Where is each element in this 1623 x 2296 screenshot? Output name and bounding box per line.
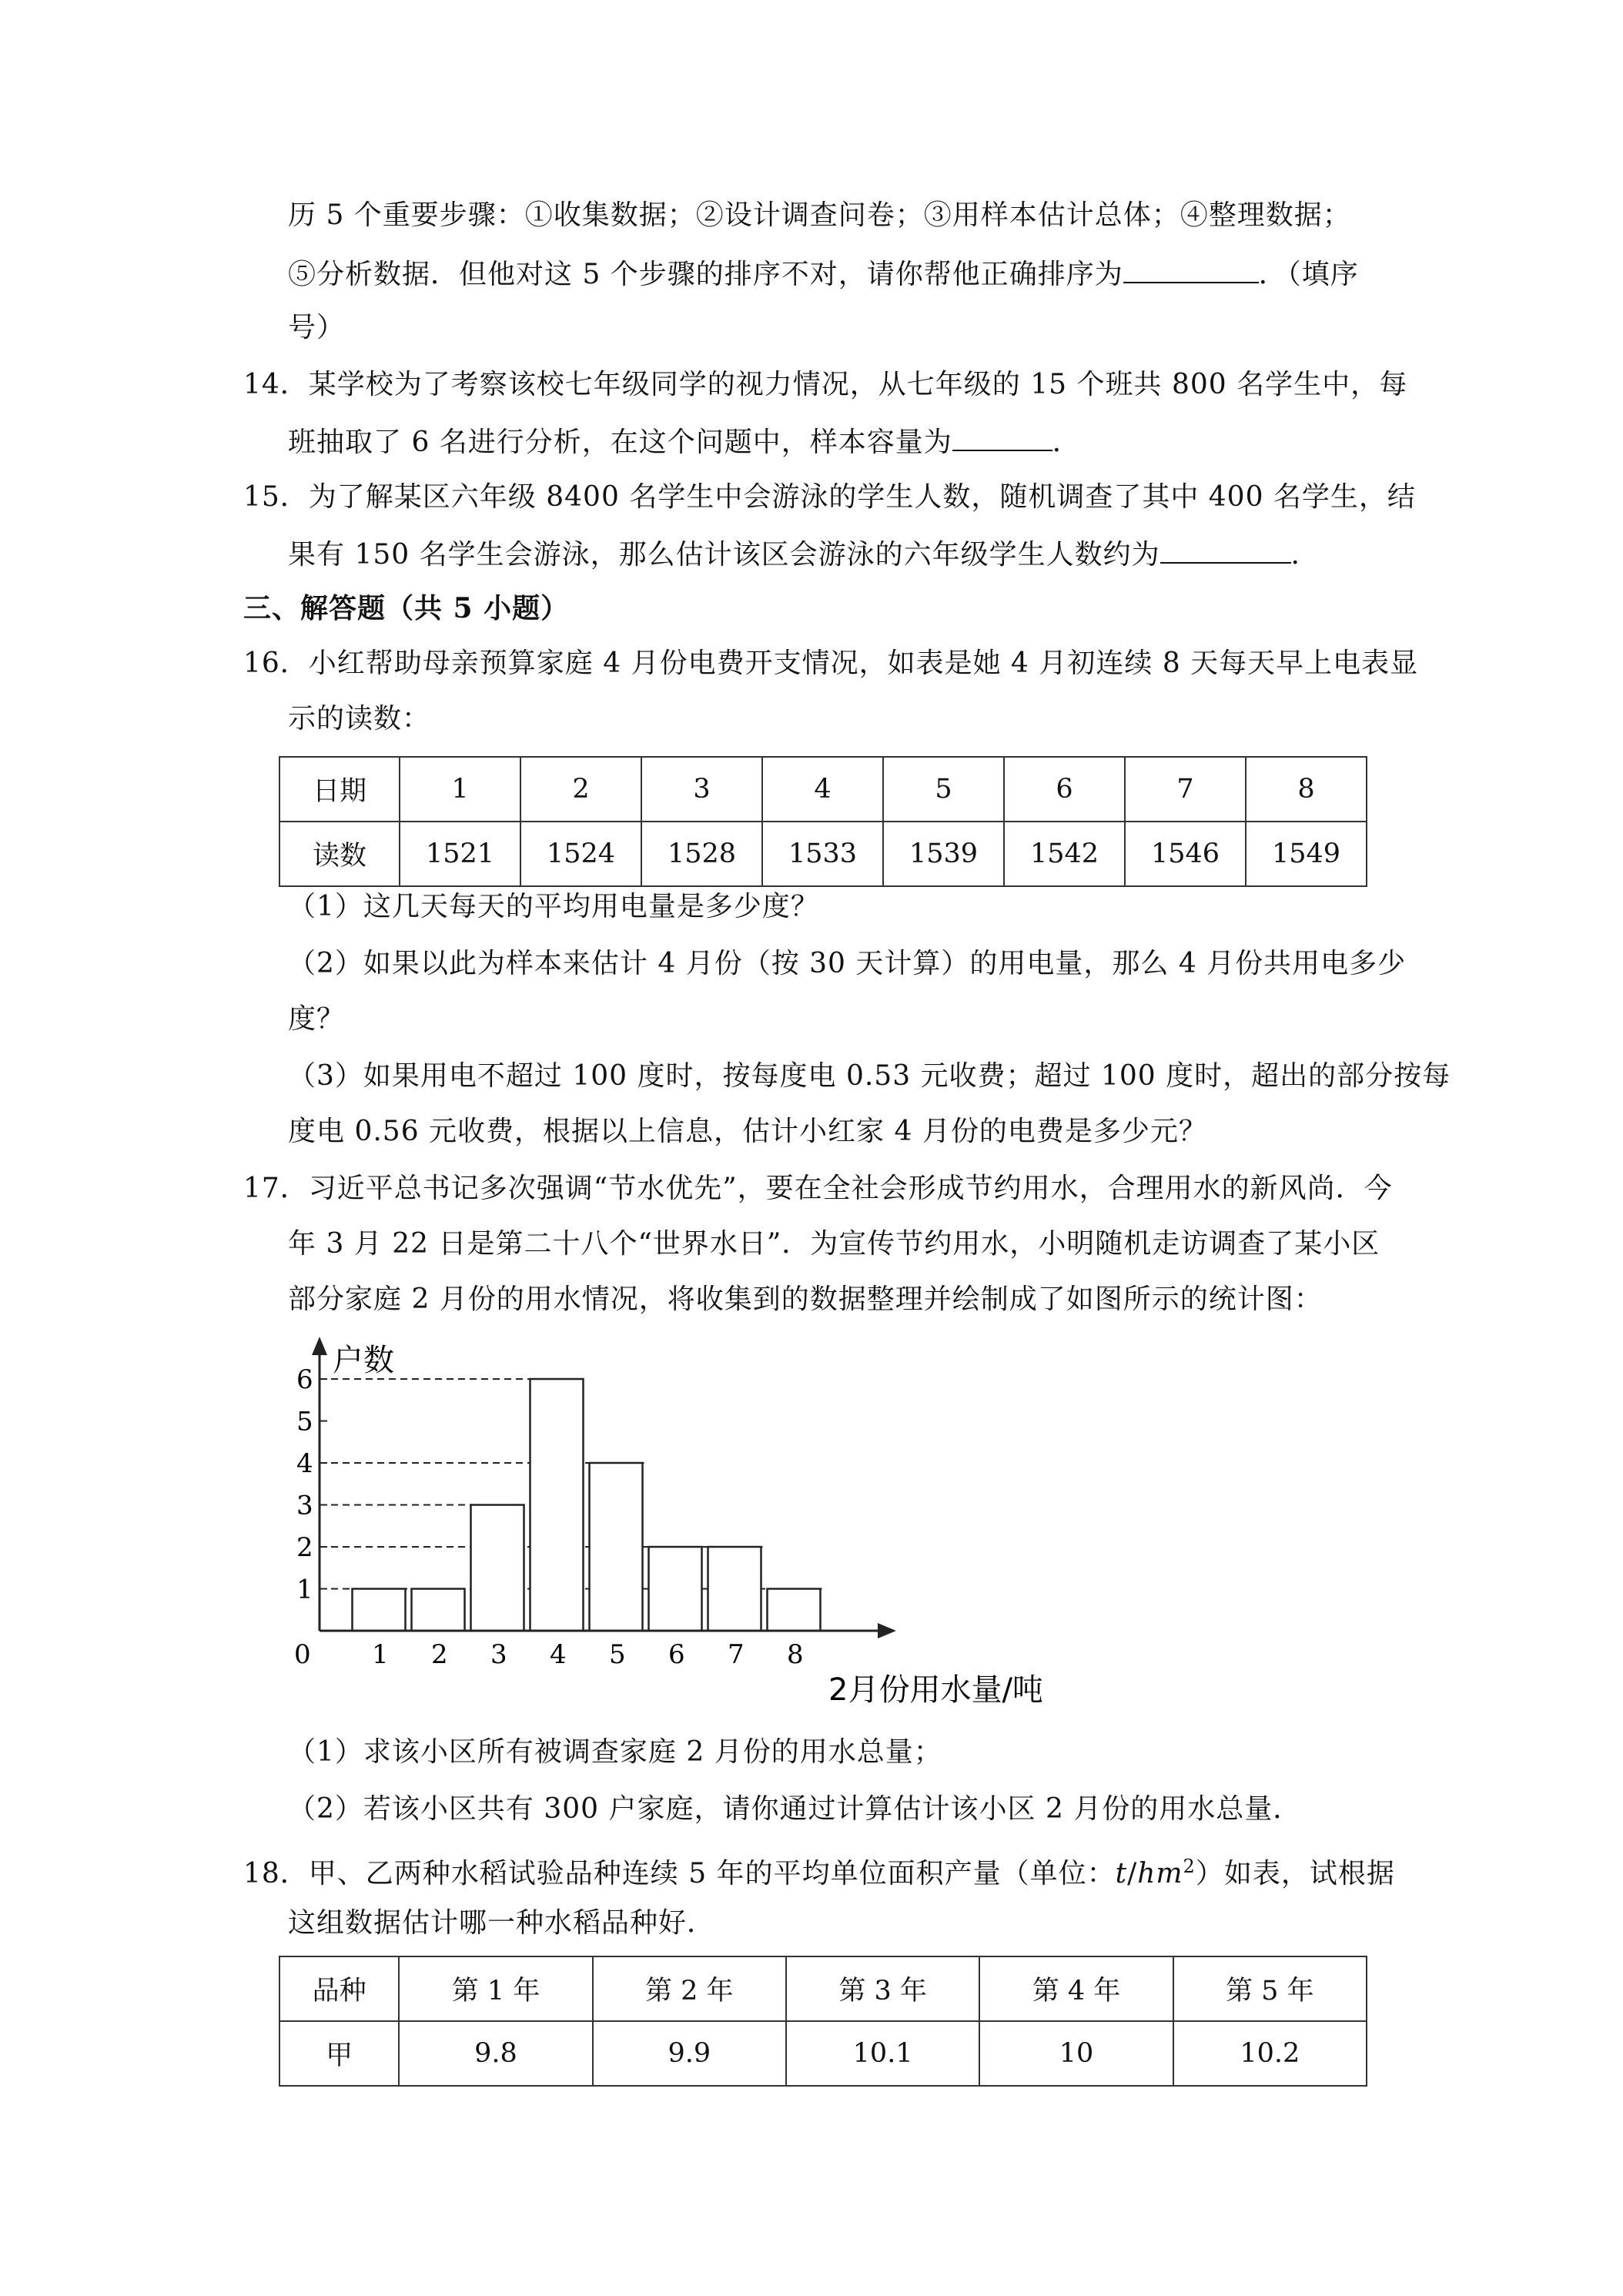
q14-line2 <box>288 422 1081 461</box>
q15-line2-end: ． <box>1290 539 1320 571</box>
x-tick-label: 5 <box>609 1639 626 1670</box>
bar-2 <box>412 1589 465 1632</box>
rice-yield-table <box>279 1956 1367 2087</box>
row-header: 读数 <box>279 822 400 886</box>
table-cell: 1546 <box>1125 822 1246 886</box>
table-cell: 1521 <box>400 822 520 886</box>
x-axis-label: 2月份用水量/吨 <box>828 1672 1043 1708</box>
table-cell: 1528 <box>641 822 762 886</box>
q13-line2 <box>288 254 1359 293</box>
q14-line2-end: ． <box>1052 427 1081 458</box>
q15-line2 <box>288 534 1320 574</box>
q13-line1: 历 5 个重要步骤：①收集数据；②设计调查问卷；③用样本估计总体；④整理数据； <box>288 199 1351 231</box>
table-cell: 1542 <box>1004 822 1125 886</box>
table-header-cell: 第 3 年 <box>786 1956 979 2021</box>
bar-4 <box>530 1379 584 1631</box>
section-heading: 三、解答题（共 5 小题） <box>243 592 570 624</box>
y-tick-label: 3 <box>296 1490 313 1521</box>
table-cell: 1539 <box>883 822 1004 886</box>
bar-1 <box>353 1589 406 1632</box>
q17-line1: 17．习近平总书记多次强调“节水优先”，要在全社会形成节约用水，合理用水的新风尚．今 <box>243 1173 1393 1204</box>
x-axis-arrow <box>878 1623 896 1638</box>
table-row <box>279 2021 1367 2086</box>
q16-part2a: （2）如果以此为样本来估计 4 月份（按 30 天计算）的用电量，那么 4 月份共用电多少 <box>288 948 1407 979</box>
table-row <box>279 822 1367 886</box>
q16-part3a: （3）如果用电不超过 100 度时，按每度电 0.53 元收费；超过 100 度时，超出的部分按每 <box>288 1060 1451 1092</box>
x-tick-label: 0 <box>294 1639 311 1670</box>
table-cell: 7 <box>1125 757 1246 822</box>
bar-8 <box>768 1589 821 1632</box>
q16-line1: 16．小红帮助母亲预算家庭 4 月份电费开支情况，如表是她 4 月初连续 8 天每天早上电表显 <box>243 648 1419 679</box>
answer-blank[interactable] <box>1160 534 1291 564</box>
q13-line2-end: ．（填序 <box>1258 259 1359 290</box>
bar-7 <box>708 1547 761 1631</box>
q17-part1: （1）求该小区所有被调查家庭 2 月份的用水总量； <box>288 1736 942 1768</box>
table-header-cell: 品种 <box>279 1956 399 2021</box>
x-tick-label: 3 <box>490 1639 507 1670</box>
table-cell: 10 <box>979 2021 1173 2086</box>
q17-part2: （2）若该小区共有 300 户家庭，请你通过计算估计该小区 2 月份的用水总量． <box>288 1793 1302 1825</box>
q18-line1-text: 18．甲、乙两种水稻试验品种连续 5 年的平均单位面积产量（单位： <box>243 1858 1116 1889</box>
table-cell: 1549 <box>1246 822 1367 886</box>
table-header-cell: 第 4 年 <box>979 1956 1173 2021</box>
electricity-table <box>279 756 1367 887</box>
q13-line2-text: ⑤分析数据．但他对这 5 个步骤的排序不对，请你帮他正确排序为 <box>288 259 1123 290</box>
y-tick-label: 4 <box>296 1448 313 1479</box>
table-header-cell: 第 2 年 <box>593 1956 786 2021</box>
table-cell: 10.2 <box>1173 2021 1367 2086</box>
table-row <box>279 757 1367 822</box>
q14-line2-text: 班抽取了 6 名进行分析，在这个问题中，样本容量为 <box>288 427 952 458</box>
q16-part1: （1）这几天每天的平均用电量是多少度？ <box>288 891 819 922</box>
y-tick-label: 6 <box>296 1364 313 1395</box>
x-tick-label: 2 <box>431 1639 448 1670</box>
x-tick-label: 8 <box>787 1639 804 1670</box>
table-header-cell: 第 1 年 <box>399 1956 592 2021</box>
table-cell: 3 <box>641 757 762 822</box>
table-cell: 2 <box>520 757 641 822</box>
table-row <box>279 1956 1367 2021</box>
q18-line1-end: ）如表，试根据 <box>1195 1858 1395 1889</box>
table-cell: 5 <box>883 757 1004 822</box>
chart-bars <box>353 1379 821 1631</box>
q17-line3: 部分家庭 2 月份的用水情况，将收集到的数据整理并绘制成了如图所示的统计图： <box>288 1284 1323 1315</box>
unit-slash: / <box>1127 1858 1138 1889</box>
unit-hm: hm <box>1137 1858 1183 1889</box>
bar-5 <box>590 1463 643 1631</box>
q16-line2: 示的读数： <box>288 703 431 735</box>
q13-line3: 号） <box>288 312 346 343</box>
y-axis-label: 户数 <box>333 1343 394 1378</box>
table-cell: 1533 <box>762 822 883 886</box>
x-tick-label: 7 <box>728 1639 745 1670</box>
q16-part3b: 度电 0.56 元收费，根据以上信息，估计小红家 4 月份的电费是多少元？ <box>288 1116 1207 1147</box>
q17-line2: 年 3 月 22 日是第二十八个“世界水日”．为宣传节约用水，小明随机走访调查了某小区 <box>288 1228 1380 1260</box>
q15-line2-text: 果有 150 名学生会游泳，那么估计该区会游泳的六年级学生人数约为 <box>288 539 1160 571</box>
unit-exponent: 2 <box>1183 1856 1196 1877</box>
y-tick-label: 2 <box>296 1532 313 1563</box>
table-cell: 1524 <box>520 822 641 886</box>
row-header: 日期 <box>279 757 400 822</box>
y-axis-arrow <box>312 1337 327 1355</box>
bar-3 <box>471 1505 524 1632</box>
q18-line1 <box>243 1848 1395 1893</box>
water-usage-chart <box>277 1332 1093 1725</box>
x-tick-label: 4 <box>550 1639 567 1670</box>
y-tick-label: 1 <box>296 1574 313 1605</box>
q14-line1: 14．某学校为了考察该校七年级同学的视力情况，从七年级的 15 个班共 800 名学生中，每 <box>243 369 1408 400</box>
table-header-cell: 第 5 年 <box>1173 1956 1367 2021</box>
bar-6 <box>649 1547 702 1631</box>
table-cell: 10.1 <box>786 2021 979 2086</box>
q18-line2: 这组数据估计哪一种水稻品种好． <box>288 1907 716 1939</box>
table-cell: 甲 <box>279 2021 399 2086</box>
table-cell: 4 <box>762 757 883 822</box>
table-cell: 1 <box>400 757 520 822</box>
table-cell: 9.8 <box>399 2021 592 2086</box>
x-tick-label: 1 <box>372 1639 389 1670</box>
unit-t: t <box>1115 1858 1128 1889</box>
table-cell: 6 <box>1004 757 1125 822</box>
q15-line1: 15．为了解某区六年级 8400 名学生中会游泳的学生人数，随机调查了其中 400 名学生，结 <box>243 481 1416 513</box>
answer-blank[interactable] <box>1123 254 1259 283</box>
q16-part2b: 度？ <box>288 1003 346 1035</box>
y-tick-label: 5 <box>296 1406 313 1438</box>
table-cell: 9.9 <box>593 2021 786 2086</box>
x-tick-label: 6 <box>668 1639 685 1670</box>
table-cell: 8 <box>1246 757 1367 822</box>
answer-blank[interactable] <box>952 422 1052 451</box>
